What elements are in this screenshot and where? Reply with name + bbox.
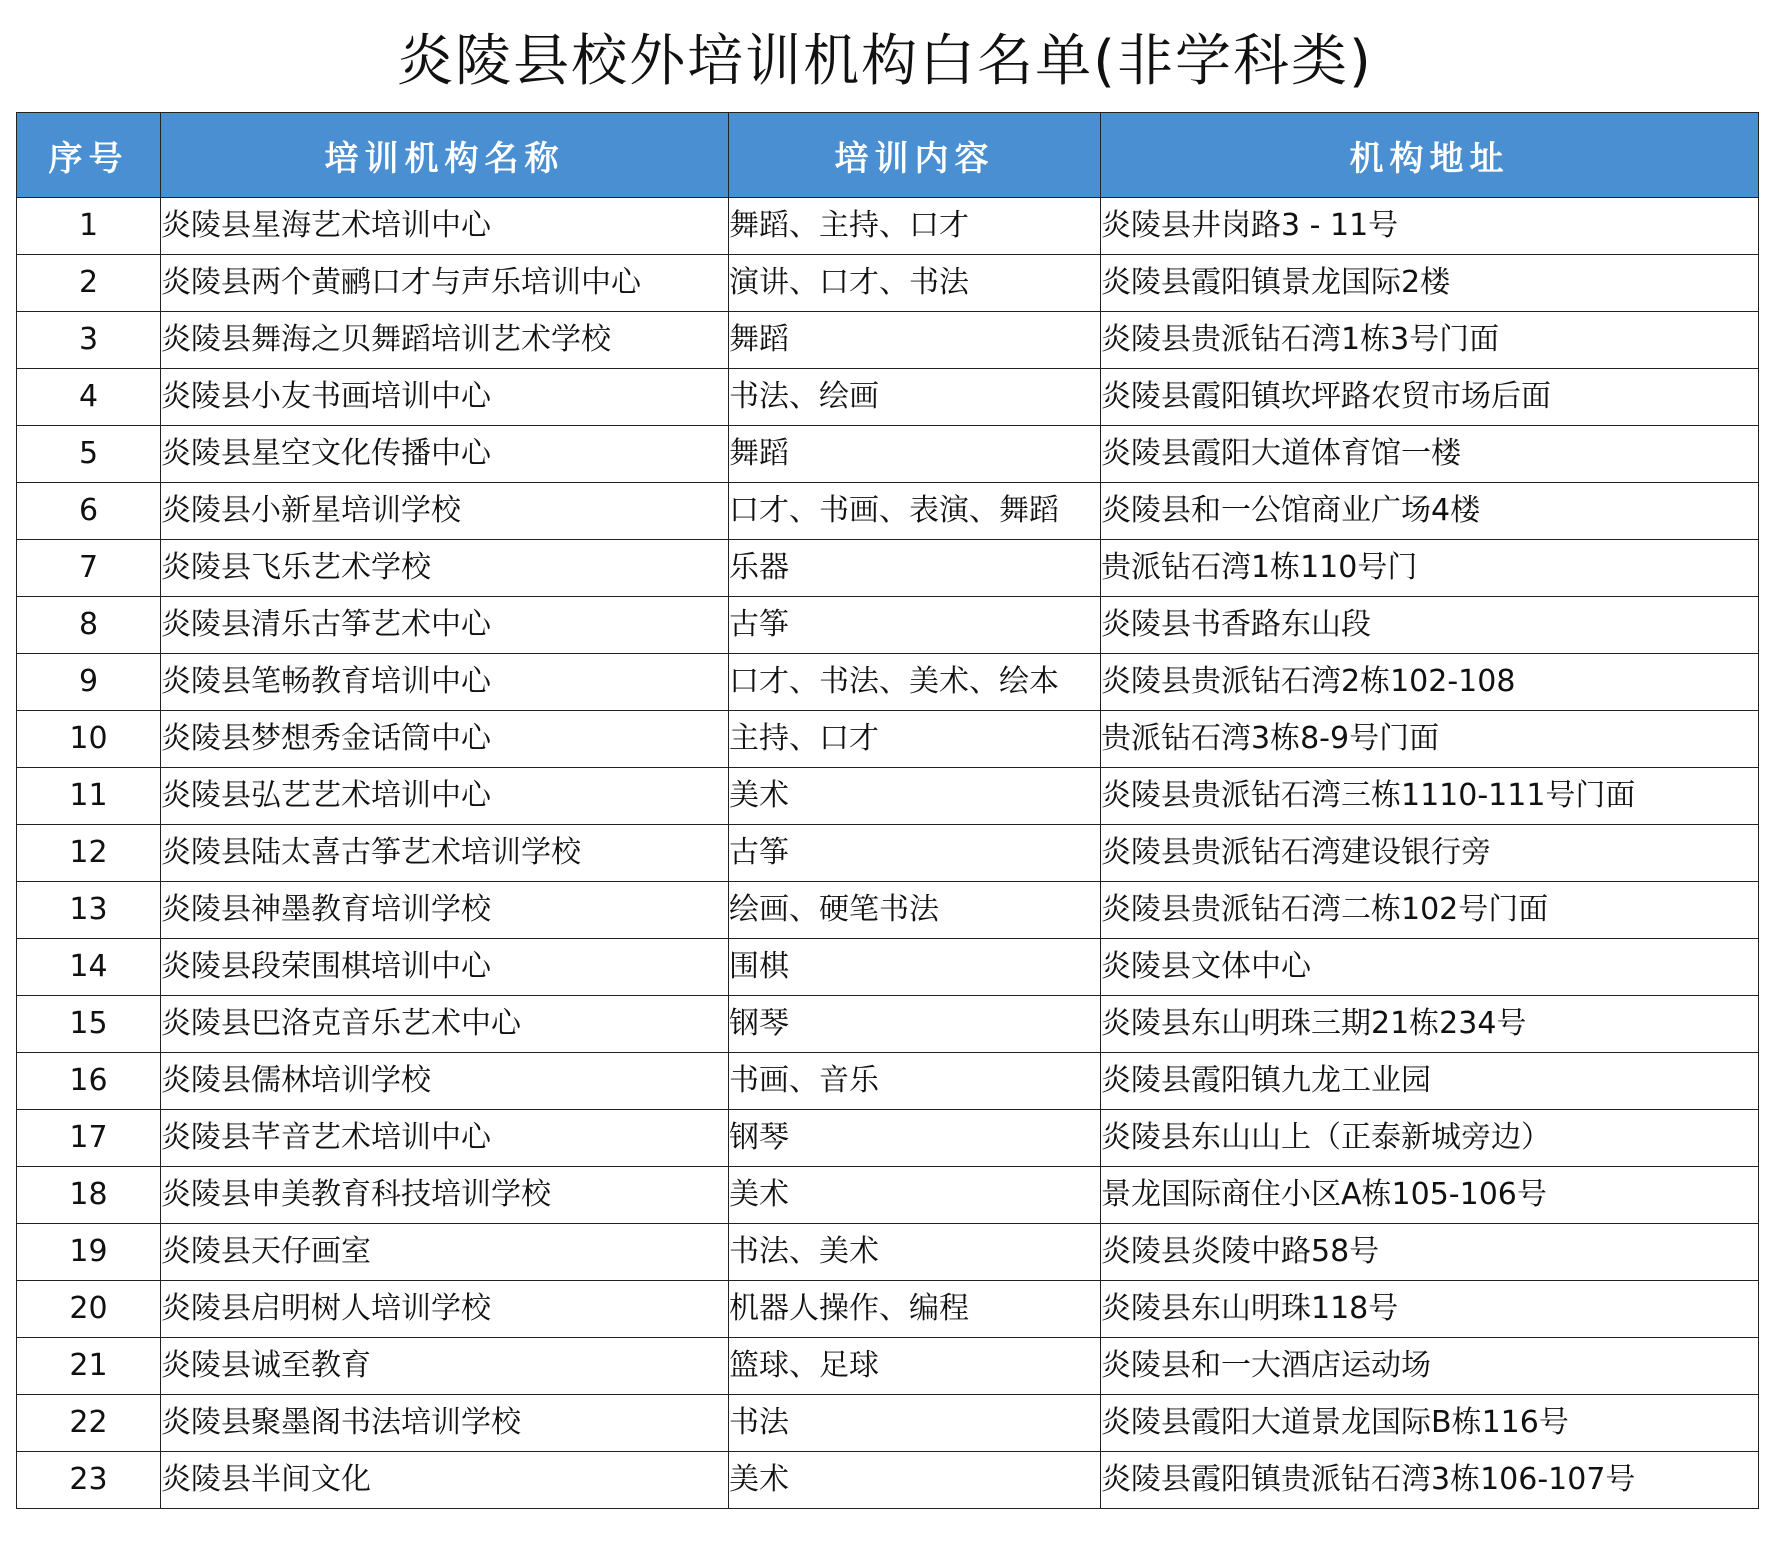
row-content-cell: 美术 bbox=[729, 1452, 1101, 1509]
row-address-cell: 炎陵县东山明珠118号 bbox=[1101, 1281, 1759, 1338]
table-row bbox=[17, 198, 1759, 255]
row-seq-cell: 23 bbox=[17, 1452, 161, 1509]
row-address-cell: 炎陵县和一公馆商业广场4楼 bbox=[1101, 483, 1759, 540]
row-seq-cell: 16 bbox=[17, 1053, 161, 1110]
row-name-cell: 炎陵县星空文化传播中心 bbox=[161, 426, 729, 483]
row-name-cell: 炎陵县半间文化 bbox=[161, 1452, 729, 1509]
row-seq-cell: 9 bbox=[17, 654, 161, 711]
row-seq-cell: 11 bbox=[17, 768, 161, 825]
row-address-cell: 炎陵县炎陵中路58号 bbox=[1101, 1224, 1759, 1281]
table-row bbox=[17, 483, 1759, 540]
row-name-cell: 炎陵县梦想秀金话筒中心 bbox=[161, 711, 729, 768]
table-row bbox=[17, 882, 1759, 939]
table-row bbox=[17, 768, 1759, 825]
row-content-cell: 围棋 bbox=[729, 939, 1101, 996]
row-name-cell: 炎陵县儒林培训学校 bbox=[161, 1053, 729, 1110]
row-content-cell: 口才、书法、美术、绘本 bbox=[729, 654, 1101, 711]
whitelist-table bbox=[16, 112, 1759, 1509]
row-address-cell: 贵派钻石湾1栋110号门 bbox=[1101, 540, 1759, 597]
row-address-cell: 炎陵县霞阳镇九龙工业园 bbox=[1101, 1053, 1759, 1110]
row-seq-cell: 19 bbox=[17, 1224, 161, 1281]
table-row bbox=[17, 1110, 1759, 1167]
row-seq-cell: 14 bbox=[17, 939, 161, 996]
table-row bbox=[17, 825, 1759, 882]
row-address-cell: 炎陵县贵派钻石湾1栋3号门面 bbox=[1101, 312, 1759, 369]
table-row bbox=[17, 426, 1759, 483]
table-row bbox=[17, 1281, 1759, 1338]
row-content-cell: 篮球、足球 bbox=[729, 1338, 1101, 1395]
row-content-cell: 舞蹈 bbox=[729, 426, 1101, 483]
table-row bbox=[17, 540, 1759, 597]
table-row bbox=[17, 1452, 1759, 1509]
row-seq-cell: 5 bbox=[17, 426, 161, 483]
row-name-cell: 炎陵县小新星培训学校 bbox=[161, 483, 729, 540]
row-seq-cell: 22 bbox=[17, 1395, 161, 1452]
row-content-cell: 舞蹈、主持、口才 bbox=[729, 198, 1101, 255]
row-name-cell: 炎陵县巴洛克音乐艺术中心 bbox=[161, 996, 729, 1053]
row-seq-cell: 8 bbox=[17, 597, 161, 654]
row-seq-cell: 21 bbox=[17, 1338, 161, 1395]
row-name-cell: 炎陵县神墨教育培训学校 bbox=[161, 882, 729, 939]
header-address: 机构地址 bbox=[1101, 113, 1759, 198]
row-address-cell: 炎陵县霞阳大道体育馆一楼 bbox=[1101, 426, 1759, 483]
row-content-cell: 口才、书画、表演、舞蹈 bbox=[729, 483, 1101, 540]
row-name-cell: 炎陵县飞乐艺术学校 bbox=[161, 540, 729, 597]
row-seq-cell: 12 bbox=[17, 825, 161, 882]
table-row bbox=[17, 1224, 1759, 1281]
row-address-cell: 炎陵县贵派钻石湾建设银行旁 bbox=[1101, 825, 1759, 882]
row-address-cell: 炎陵县贵派钻石湾二栋102号门面 bbox=[1101, 882, 1759, 939]
row-address-cell: 炎陵县贵派钻石湾2栋102-108 bbox=[1101, 654, 1759, 711]
row-content-cell: 机器人操作、编程 bbox=[729, 1281, 1101, 1338]
row-name-cell: 炎陵县小友书画培训中心 bbox=[161, 369, 729, 426]
row-name-cell: 炎陵县聚墨阁书法培训学校 bbox=[161, 1395, 729, 1452]
row-address-cell: 炎陵县贵派钻石湾三栋1110-111号门面 bbox=[1101, 768, 1759, 825]
row-seq-cell: 15 bbox=[17, 996, 161, 1053]
row-name-cell: 炎陵县申美教育科技培训学校 bbox=[161, 1167, 729, 1224]
row-content-cell: 书画、音乐 bbox=[729, 1053, 1101, 1110]
row-seq-cell: 7 bbox=[17, 540, 161, 597]
row-content-cell: 钢琴 bbox=[729, 1110, 1101, 1167]
row-name-cell: 炎陵县天仔画室 bbox=[161, 1224, 729, 1281]
row-address-cell: 炎陵县霞阳镇贵派钻石湾3栋106-107号 bbox=[1101, 1452, 1759, 1509]
table-row bbox=[17, 1053, 1759, 1110]
table-body bbox=[17, 198, 1759, 1509]
header-seq: 序号 bbox=[17, 113, 161, 198]
row-name-cell: 炎陵县星海艺术培训中心 bbox=[161, 198, 729, 255]
row-seq-cell: 2 bbox=[17, 255, 161, 312]
row-address-cell: 炎陵县文体中心 bbox=[1101, 939, 1759, 996]
table-row bbox=[17, 939, 1759, 996]
page-title: 炎陵县校外培训机构白名单(非学科类) bbox=[397, 29, 1373, 94]
header-name: 培训机构名称 bbox=[161, 113, 729, 198]
row-content-cell: 主持、口才 bbox=[729, 711, 1101, 768]
table-row bbox=[17, 654, 1759, 711]
table-row bbox=[17, 369, 1759, 426]
table-row bbox=[17, 255, 1759, 312]
row-name-cell: 炎陵县芊音艺术培训中心 bbox=[161, 1110, 729, 1167]
row-name-cell: 炎陵县两个黄鹂口才与声乐培训中心 bbox=[161, 255, 729, 312]
row-name-cell: 炎陵县段荣围棋培训中心 bbox=[161, 939, 729, 996]
table-row bbox=[17, 1395, 1759, 1452]
row-seq-cell: 20 bbox=[17, 1281, 161, 1338]
row-content-cell: 美术 bbox=[729, 768, 1101, 825]
row-content-cell: 书法、绘画 bbox=[729, 369, 1101, 426]
row-address-cell: 贵派钻石湾3栋8-9号门面 bbox=[1101, 711, 1759, 768]
row-seq-cell: 18 bbox=[17, 1167, 161, 1224]
row-name-cell: 炎陵县诚至教育 bbox=[161, 1338, 729, 1395]
row-seq-cell: 3 bbox=[17, 312, 161, 369]
row-name-cell: 炎陵县弘艺艺术培训中心 bbox=[161, 768, 729, 825]
row-address-cell: 炎陵县霞阳镇坎坪路农贸市场后面 bbox=[1101, 369, 1759, 426]
row-content-cell: 书法 bbox=[729, 1395, 1101, 1452]
row-content-cell: 舞蹈 bbox=[729, 312, 1101, 369]
row-content-cell: 书法、美术 bbox=[729, 1224, 1101, 1281]
row-content-cell: 钢琴 bbox=[729, 996, 1101, 1053]
row-address-cell: 炎陵县东山明珠三期21栋234号 bbox=[1101, 996, 1759, 1053]
row-seq-cell: 17 bbox=[17, 1110, 161, 1167]
row-address-cell: 炎陵县霞阳大道景龙国际B栋116号 bbox=[1101, 1395, 1759, 1452]
row-address-cell: 炎陵县东山山上（正泰新城旁边） bbox=[1101, 1110, 1759, 1167]
row-address-cell: 景龙国际商住小区A栋105-106号 bbox=[1101, 1167, 1759, 1224]
row-seq-cell: 6 bbox=[17, 483, 161, 540]
table-row bbox=[17, 1167, 1759, 1224]
row-address-cell: 炎陵县井岗路3 - 11号 bbox=[1101, 198, 1759, 255]
row-name-cell: 炎陵县清乐古筝艺术中心 bbox=[161, 597, 729, 654]
table-header-row bbox=[17, 113, 1759, 198]
row-content-cell: 演讲、口才、书法 bbox=[729, 255, 1101, 312]
table-row bbox=[17, 312, 1759, 369]
table-row bbox=[17, 597, 1759, 654]
row-name-cell: 炎陵县启明树人培训学校 bbox=[161, 1281, 729, 1338]
row-name-cell: 炎陵县陆太喜古筝艺术培训学校 bbox=[161, 825, 729, 882]
row-seq-cell: 10 bbox=[17, 711, 161, 768]
row-name-cell: 炎陵县笔畅教育培训中心 bbox=[161, 654, 729, 711]
row-content-cell: 古筝 bbox=[729, 825, 1101, 882]
table-row bbox=[17, 711, 1759, 768]
row-address-cell: 炎陵县和一大酒店运动场 bbox=[1101, 1338, 1759, 1395]
row-address-cell: 炎陵县霞阳镇景龙国际2楼 bbox=[1101, 255, 1759, 312]
row-seq-cell: 1 bbox=[17, 198, 161, 255]
row-content-cell: 美术 bbox=[729, 1167, 1101, 1224]
row-address-cell: 炎陵县书香路东山段 bbox=[1101, 597, 1759, 654]
row-content-cell: 古筝 bbox=[729, 597, 1101, 654]
table-row bbox=[17, 996, 1759, 1053]
row-content-cell: 乐器 bbox=[729, 540, 1101, 597]
table-row bbox=[17, 1338, 1759, 1395]
row-name-cell: 炎陵县舞海之贝舞蹈培训艺术学校 bbox=[161, 312, 729, 369]
row-seq-cell: 4 bbox=[17, 369, 161, 426]
row-seq-cell: 13 bbox=[17, 882, 161, 939]
header-content: 培训内容 bbox=[729, 113, 1101, 198]
row-content-cell: 绘画、硬笔书法 bbox=[729, 882, 1101, 939]
